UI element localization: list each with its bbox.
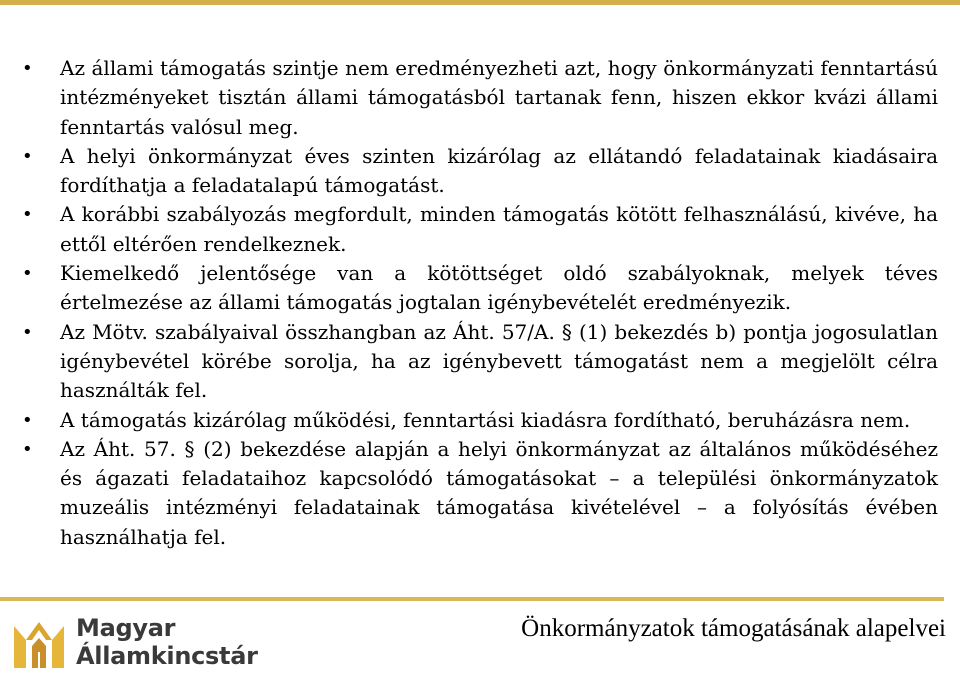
footer-divider xyxy=(0,597,944,601)
bullet-dot: • xyxy=(22,204,33,226)
bullet-text: Kiemelkedő jelentősége van a kötöttséget oldó szabályoknak, melyek téves értelmezése az állami támogatás jogtalan igénybevételét eredményezik. xyxy=(60,261,938,315)
logo-wordmark xyxy=(76,614,258,670)
bullet-dot: • xyxy=(22,321,33,343)
bullet-item-3 xyxy=(22,200,938,259)
bullet-item-5 xyxy=(22,318,938,406)
bullet-dot: • xyxy=(22,438,33,460)
crown-logo-icon xyxy=(12,616,66,670)
bullet-text: Az Áht. 57. § (2) bekezdése alapján a helyi önkormányzat az általános működéséhez és ágazati feladataihoz kapcsolódó támogatásokat – a települési önkormányzatok muzeális intézményi feladatainak támogatása kivételével – a folyósítás évében használhatja fel. xyxy=(60,436,938,549)
bullet-text: A támogatás kizárólag működési, fenntartási kiadásra fordítható, beruházásra nem. xyxy=(60,407,911,432)
magyar-allamkincstar-logo xyxy=(12,612,272,674)
logo-line-1: Magyar xyxy=(76,614,176,642)
bullet-dot: • xyxy=(22,409,33,431)
bullet-item-2 xyxy=(22,142,938,201)
bullet-text: A korábbi szabályozás megfordult, minden támogatás kötött felhasználású, kivéve, ha ettől eltérően rendelkeznek. xyxy=(60,202,938,256)
bullet-dot: • xyxy=(22,145,33,167)
top-accent-bar xyxy=(0,0,960,5)
bullet-text: A helyi önkormányzat éves szinten kizárólag az ellátandó feladatainak kiadásaira fordíthatja a feladatalapú támogatást. xyxy=(60,143,938,198)
bullet-item-6 xyxy=(22,406,938,435)
bullet-item-1 xyxy=(22,54,938,142)
bullet-dot: • xyxy=(22,263,33,285)
bullet-dot: • xyxy=(22,58,33,79)
bullet-text: Az állami támogatás szintje nem eredményezheti azt, hogy önkormányzati fenntartású intézményeket tisztán állami támogatásból tartanak fenn, hiszen ekkor kvázi állami fenntartás valósul meg. xyxy=(60,56,938,139)
footer-title: Önkormányzatok támogatásának alapelvei xyxy=(521,615,946,642)
bullet-item-4 xyxy=(22,259,938,318)
bullet-list xyxy=(22,54,938,552)
bullet-text: Az Mötv. szabályaival összhangban az Áht. 57/A. § (1) bekezdés b) pontja jogosulatlan igénybevétel körébe sorolja, ha az igénybevett támogatást nem a megjelölt célra használták fel. xyxy=(60,319,938,403)
logo-line-2: Államkincstár xyxy=(76,642,258,670)
bullet-item-7 xyxy=(22,435,938,552)
